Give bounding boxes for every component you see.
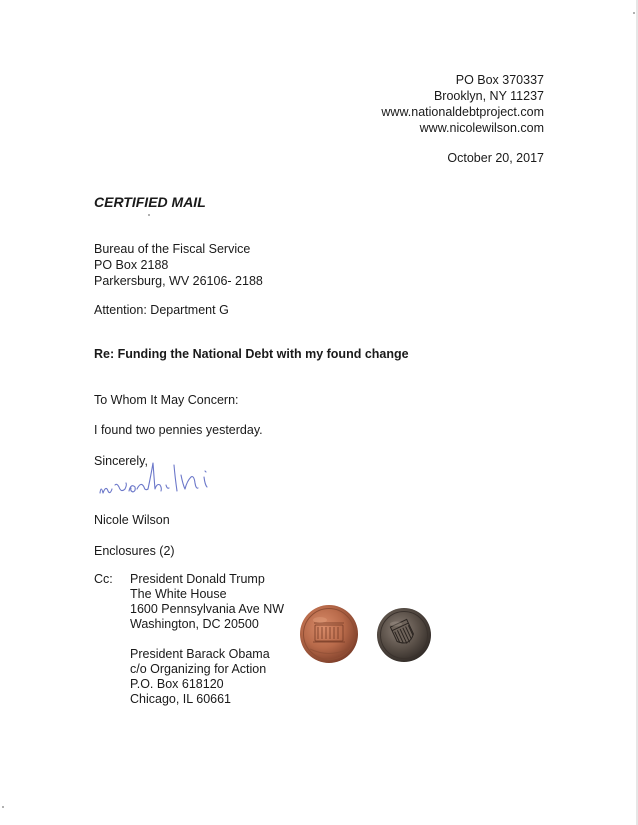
closing: Sincerely,: [94, 454, 148, 468]
copper-penny-image: [298, 603, 360, 665]
sender-po-box: PO Box 370337: [455, 73, 544, 87]
cc-line: The White House: [130, 587, 227, 601]
sender-website-1: www.nationaldebtproject.com: [381, 105, 544, 119]
signer-name: Nicole Wilson: [94, 513, 170, 527]
subject-line: Re: Funding the National Debt with my found change: [94, 347, 409, 361]
cc-line: President Donald Trump: [130, 572, 265, 586]
enclosures-line: Enclosures (2): [94, 544, 175, 558]
handwritten-signature: [95, 455, 255, 505]
recipient-po-box: PO Box 2188: [94, 258, 169, 272]
cc-line: President Barack Obama: [130, 647, 270, 661]
cc-line: Chicago, IL 60661: [130, 692, 232, 706]
dark-penny-image: [375, 606, 433, 664]
cc-line: 1600 Pennsylvania Ave NW: [130, 602, 285, 616]
letter-date: October 20, 2017: [447, 151, 544, 165]
attention-line: Attention: Department G: [94, 303, 229, 317]
cc-line: P.O. Box 618120: [130, 677, 224, 691]
cc-line: Washington, DC 20500: [130, 617, 259, 631]
scan-speck: [148, 214, 150, 216]
salutation: To Whom It May Concern:: [94, 393, 239, 407]
letter-body: I found two pennies yesterday.: [94, 423, 263, 437]
cc-line: c/o Organizing for Action: [130, 662, 267, 676]
cc-label: Cc:: [94, 572, 113, 586]
scan-speck: [633, 12, 635, 14]
scan-speck: [2, 806, 4, 808]
sender-website-2: www.nicolewilson.com: [419, 121, 544, 135]
sender-city-line: Brooklyn, NY 11237: [433, 89, 544, 103]
mail-type-heading: CERTIFIED MAIL: [94, 194, 206, 210]
recipient-name: Bureau of the Fiscal Service: [94, 242, 251, 256]
recipient-city-line: Parkersburg, WV 26106- 2188: [94, 274, 263, 288]
